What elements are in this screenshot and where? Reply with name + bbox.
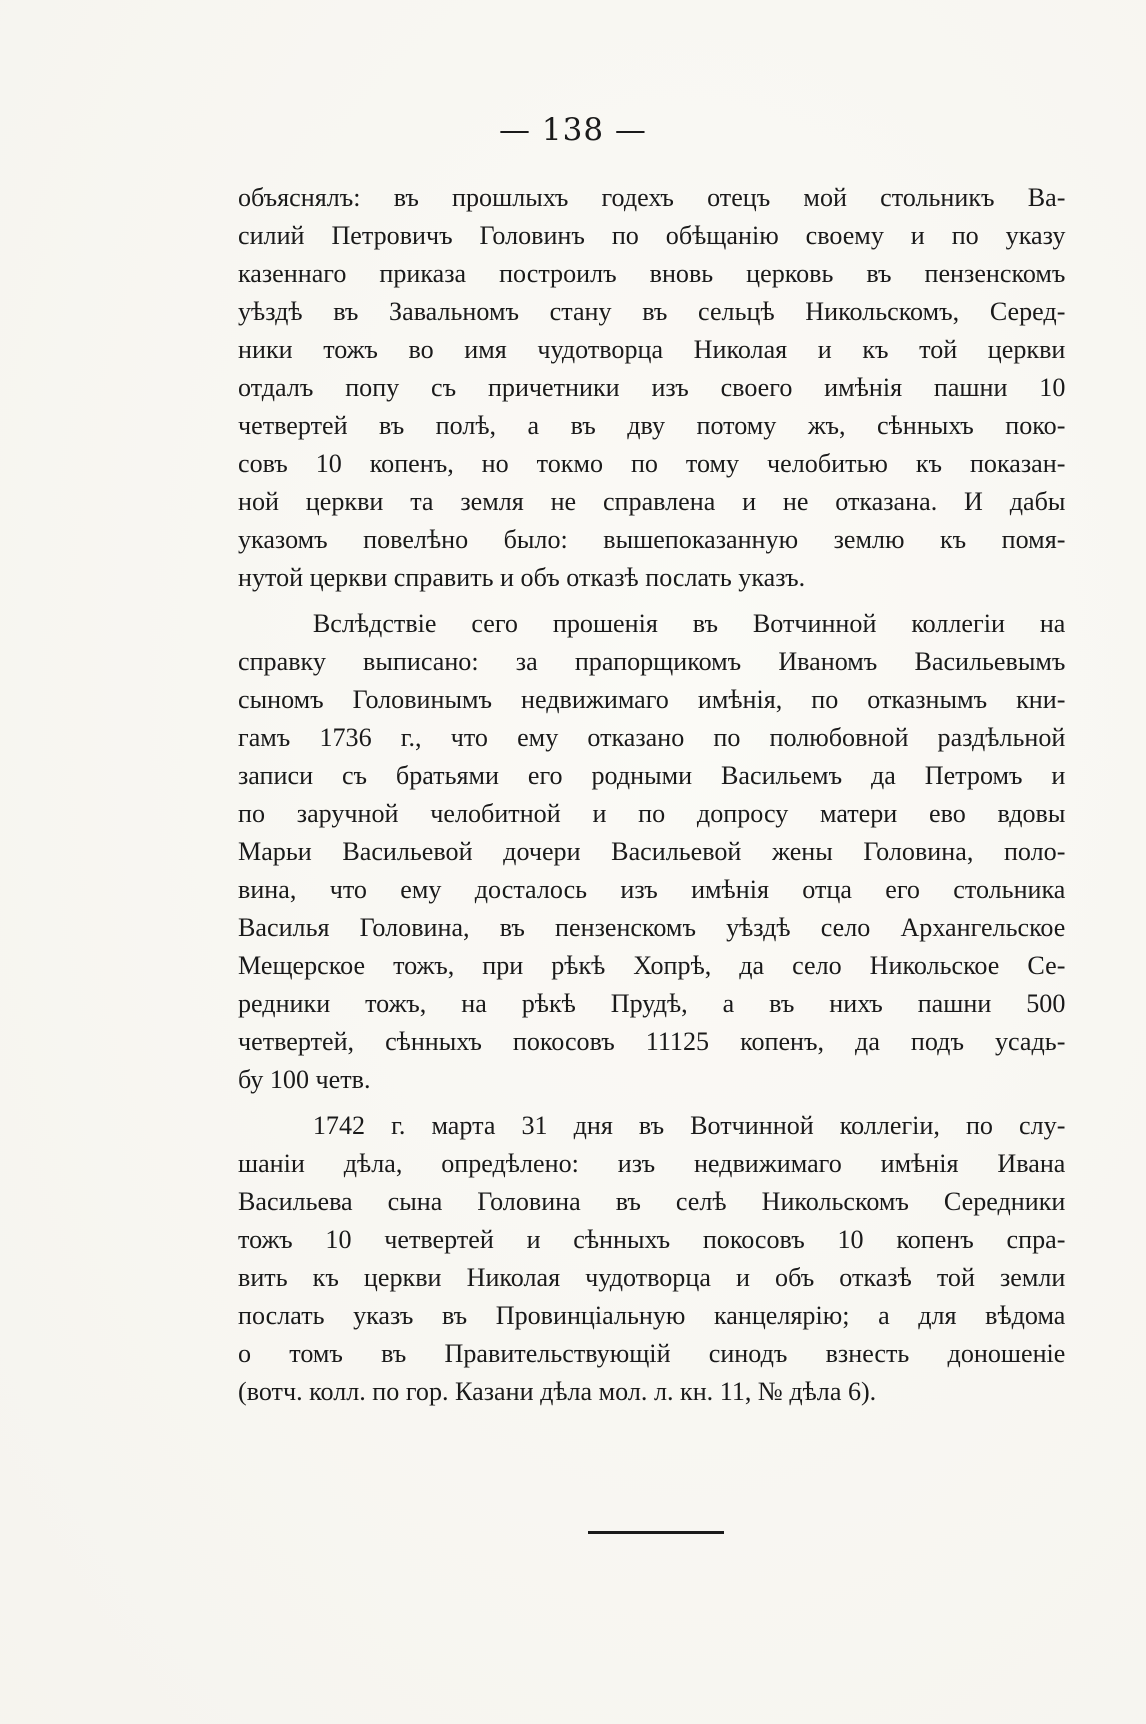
text-line: Марьи Васильевой дочери Васильевой жены Головина, поло- [238, 836, 1066, 866]
text-line: Вслѣдствіе сего прошенія въ Вотчинной коллегіи на [312, 608, 1066, 638]
text-line: Мещерское тожъ, при рѣкѣ Хопрѣ, да село Никольское Се- [238, 950, 1066, 980]
text-line: записи съ братьями его родными Васильемъ да Петромъ и [238, 760, 1066, 790]
text-line: казеннаго приказа построилъ вновь церковь въ пензенскомъ [238, 258, 1066, 288]
text-line: сыномъ Головинымъ недвижимаго имѣнія, по отказнымъ кни- [238, 684, 1066, 714]
text-line: о томъ въ Правительствующій синодъ взнесть доношеніе [238, 1338, 1066, 1368]
text-line: объяснялъ: въ прошлыхъ годехъ отецъ мой стольникъ Ва- [238, 182, 1066, 212]
text-line: Васильева сына Головина въ селѣ Никольскомъ Середники [238, 1186, 1066, 1216]
paragraph [238, 604, 1078, 1098]
text-line: вина, что ему досталось изъ имѣнія отца его стольника [238, 874, 1066, 904]
text-line: справку выписано: за прапорщикомъ Иваномъ Васильевымъ [238, 646, 1066, 676]
page-number: — 138 — [499, 112, 647, 148]
body-text [238, 178, 1078, 1410]
text-line: силий Петровичъ Головинъ по обѣщанію своему и по указу [238, 220, 1066, 250]
text-line: бу 100 четв. [238, 1064, 371, 1094]
text-line: ники тожъ во имя чудотворца Николая и къ той церкви [238, 334, 1066, 364]
text-line: (вотч. колл. по гор. Казани дѣла мол. л. кн. 11, № дѣла 6). [238, 1376, 877, 1406]
text-line: отдалъ попу съ причетники изъ своего имѣнія пашни 10 [238, 372, 1066, 402]
paragraph [238, 1106, 1078, 1410]
text-line: четвертей въ полѣ, а въ дву потому жъ, сѣнныхъ поко- [238, 410, 1066, 440]
text-line: Василья Головина, въ пензенскомъ уѣздѣ село Архангельское [238, 912, 1066, 942]
text-line: послать указъ въ Провинціальную канцелярію; а для вѣдома [238, 1300, 1066, 1330]
text-line: гамъ 1736 г., что ему отказано по полюбовной раздѣльной [238, 722, 1066, 752]
text-line: шаніи дѣла, опредѣлено: изъ недвижимаго имѣнія Ивана [238, 1148, 1066, 1178]
text-line: нутой церкви справить и объ отказѣ послать указъ. [238, 562, 806, 592]
text-line: по заручной челобитной и по допросу матери ево вдовы [238, 798, 1066, 828]
text-line: ной церкви та земля не справлена и не отказана. И дабы [238, 486, 1066, 516]
text-line: уѣздѣ въ Завальномъ стану въ сельцѣ Никольскомъ, Серед- [238, 296, 1066, 326]
text-line: вить къ церкви Николая чудотворца и объ отказѣ той земли [238, 1262, 1066, 1292]
text-line: указомъ повелѣно было: вышепоказанную землю къ помя- [238, 524, 1066, 554]
paragraph [238, 178, 1078, 596]
text-line: совъ 10 копенъ, но токмо по тому челобитью къ показан- [238, 448, 1066, 478]
text-line: редники тожъ, на рѣкѣ Прудѣ, а въ нихъ пашни 500 [238, 988, 1066, 1018]
paragraph-gap [238, 1098, 1078, 1106]
text-line: тожъ 10 четвертей и сѣнныхъ покосовъ 10 копенъ спра- [238, 1224, 1066, 1254]
end-rule [588, 1531, 724, 1534]
text-line: четвертей, сѣнныхъ покосовъ 11125 копенъ, да подъ усадь- [238, 1026, 1066, 1056]
paragraph-gap [238, 596, 1078, 604]
text-line: 1742 г. марта 31 дня въ Вотчинной коллегіи, по слу- [312, 1110, 1066, 1140]
